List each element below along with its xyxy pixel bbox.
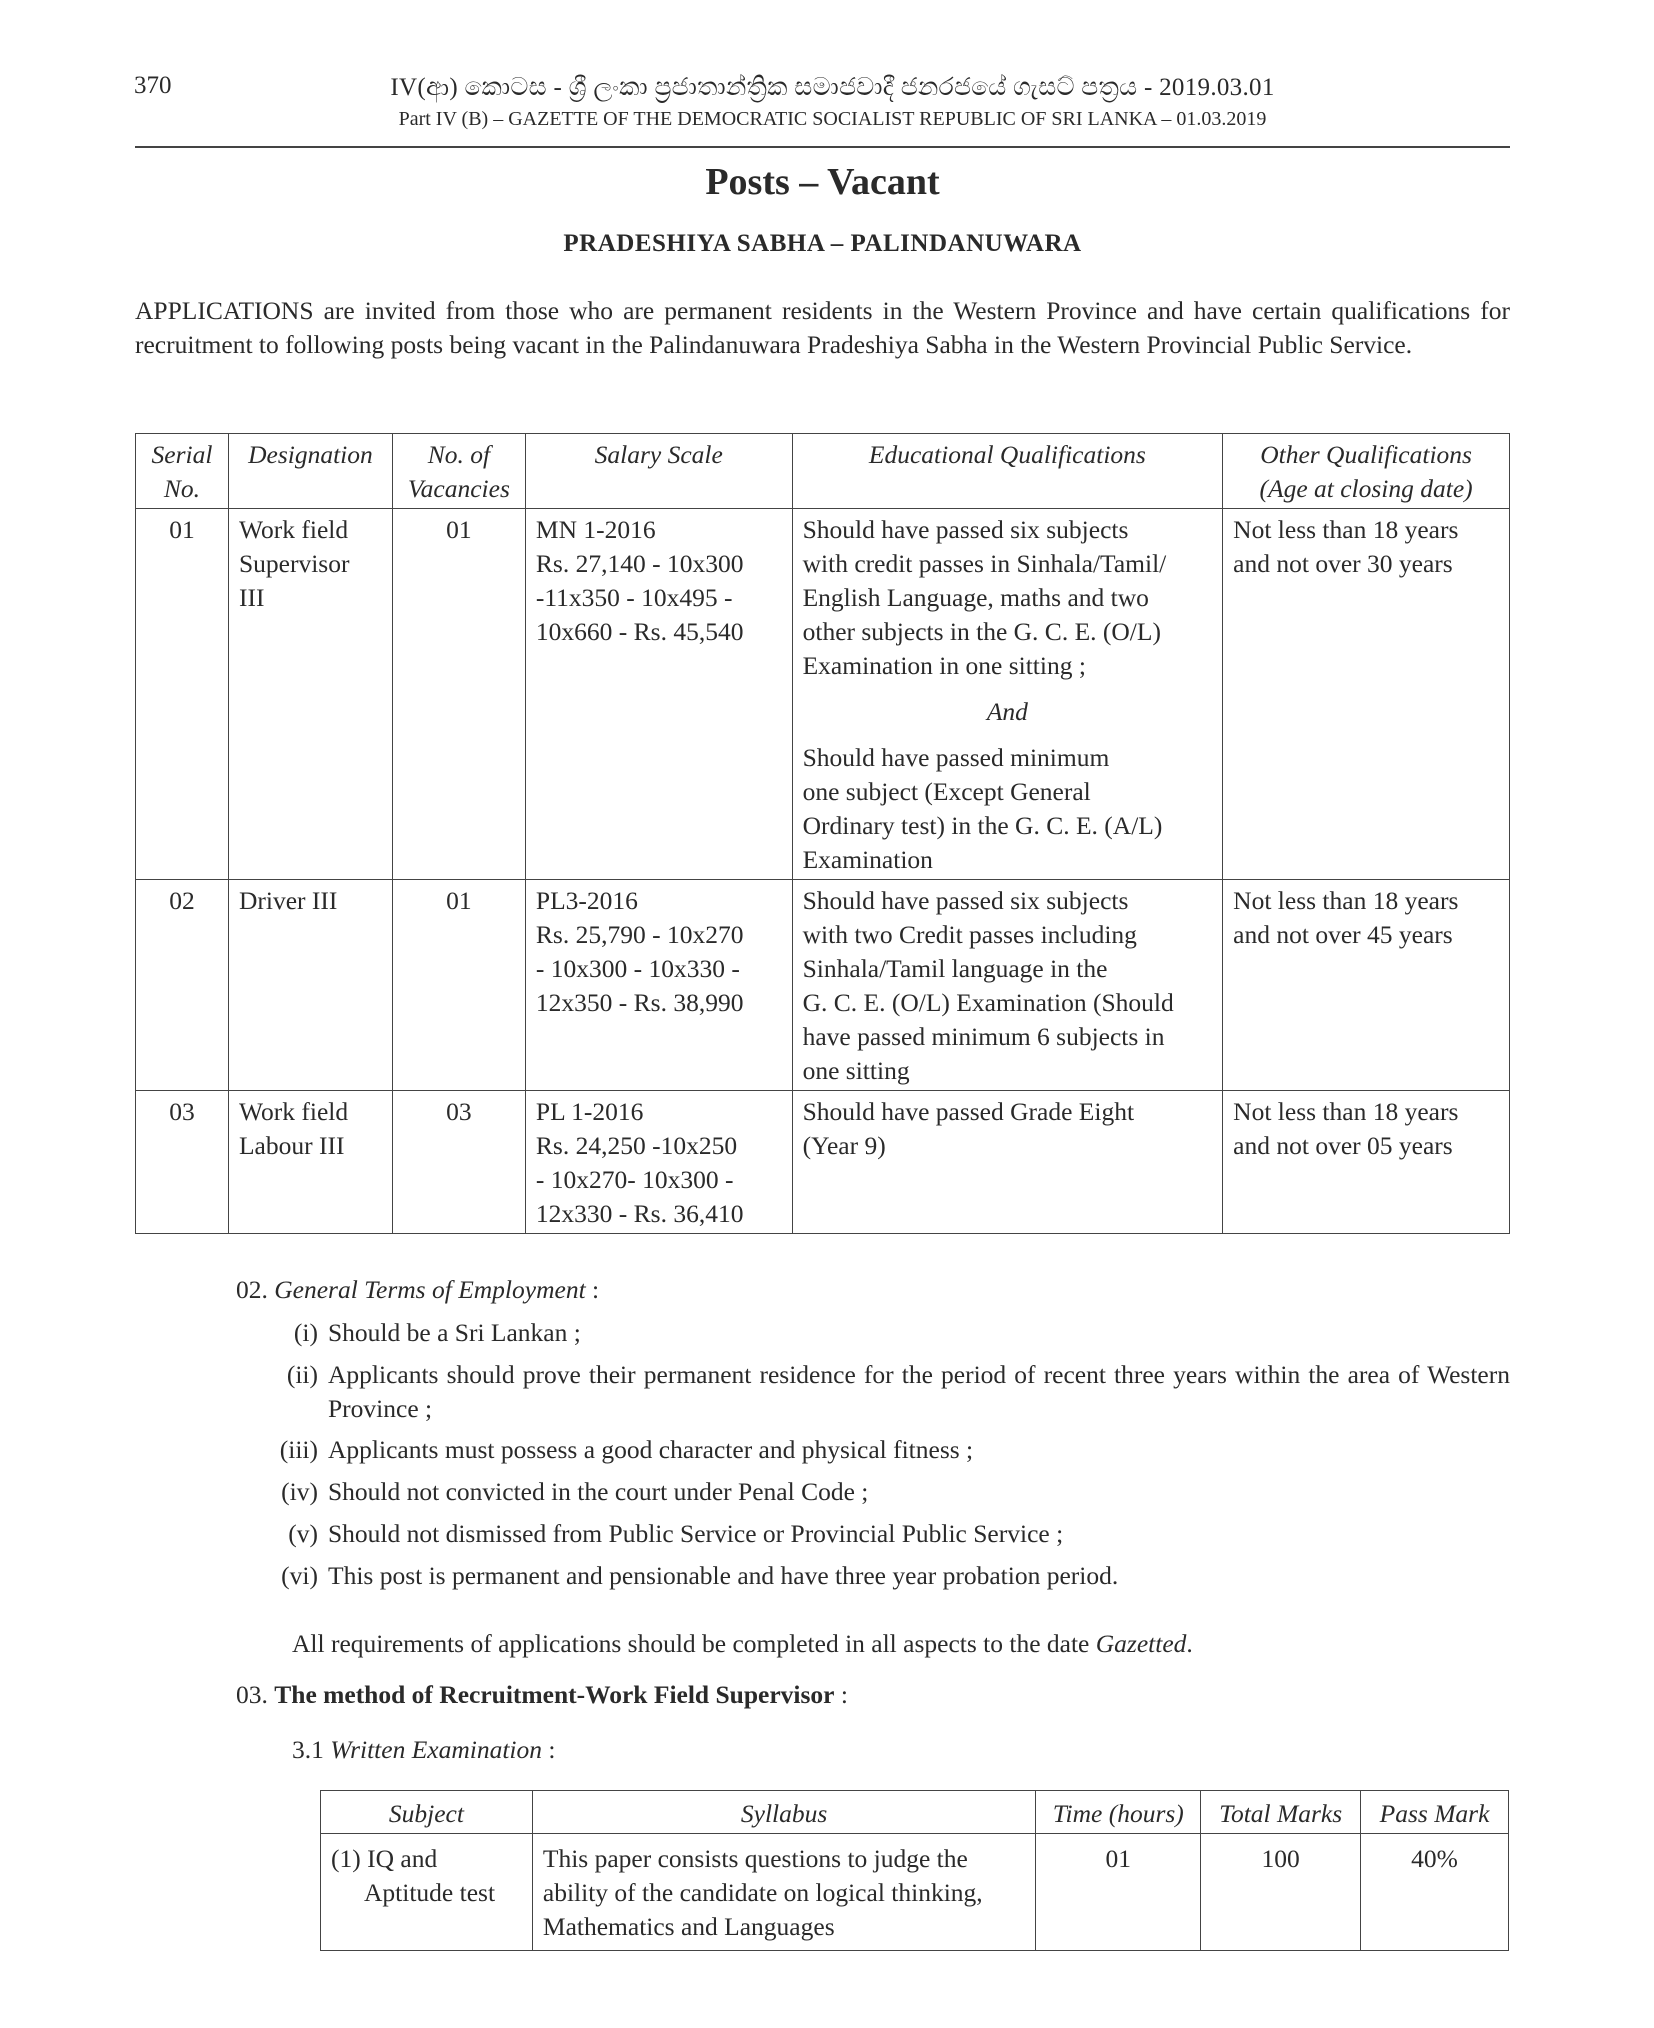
vacancies-cell: 03 bbox=[392, 1091, 525, 1234]
list-item-number: (v) bbox=[288, 1519, 318, 1548]
education-cell: Should have passed Grade Eight (Year 9) bbox=[792, 1091, 1223, 1234]
list-item-text: This post is permanent and pensionable and have three year probation period. bbox=[328, 1561, 1119, 1590]
header-vacancies: No. of Vacancies bbox=[392, 434, 525, 509]
list-item-text: Applicants should prove their permanent residence for the period of recent three years within the area of Western Province ; bbox=[328, 1360, 1510, 1423]
header-time: Time (hours) bbox=[1036, 1791, 1201, 1834]
list-item-text: Should be a Sri Lankan ; bbox=[328, 1318, 581, 1347]
education-cell: Should have passed six subjects with two Credit passes including Sinhala/Tamil language in the G. C. E. (O/L) Examination (Should have passed minimum 6 subjects in one sitting bbox=[792, 880, 1223, 1091]
list-item bbox=[236, 1517, 1510, 1551]
designation-cell: Work field Labour III bbox=[228, 1091, 392, 1234]
exam-table bbox=[320, 1790, 1509, 1951]
other-qualifications-cell: Not less than 18 years and not over 30 years bbox=[1223, 509, 1510, 880]
list-item bbox=[236, 1475, 1510, 1509]
list-item-number: (iii) bbox=[279, 1435, 318, 1464]
header-serial: Serial No. bbox=[136, 434, 229, 509]
education-cell: Should have passed six subjects with credit passes in Sinhala/Tamil/ English Language, maths and two other subjects in the G. C. E. (O/L) Examination in one sitting ; And Should have passed minimum one subject (Except General Ordinary test) in the G. C. E. (A/L) Examination bbox=[792, 509, 1223, 880]
other-qualifications-cell: Not less than 18 years and not over 45 years bbox=[1223, 880, 1510, 1091]
salary-cell: PL3-2016 Rs. 25,790 - 10x270 - 10x300 - 10x330 - 12x350 - Rs. 38,990 bbox=[525, 880, 792, 1091]
list-item bbox=[236, 1559, 1510, 1593]
time-cell: 01 bbox=[1036, 1834, 1201, 1951]
intro-paragraph: APPLICATIONS are invited from those who are permanent residents in the Western Province and have certain qualifications for recruitment to following posts being vacant in the Palindanuwara Pradeshiya Sabha in the Western Provincial Public Service. bbox=[135, 296, 1510, 359]
list-item-number: (vi) bbox=[281, 1561, 318, 1590]
salary-cell: MN 1-2016 Rs. 27,140 - 10x300 -11x350 - 10x495 - 10x660 - Rs. 45,540 bbox=[525, 509, 792, 880]
subject-cell: (1) IQ and Aptitude test bbox=[321, 1834, 533, 1951]
list-item bbox=[236, 1433, 1510, 1467]
section-title: Posts – Vacant bbox=[705, 161, 940, 203]
list-item bbox=[236, 1316, 1510, 1350]
table-row bbox=[321, 1834, 1509, 1951]
designation-cell: Work field Supervisor III bbox=[228, 509, 392, 880]
general-terms-heading: 02. General Terms of Employment : bbox=[236, 1275, 600, 1304]
header-designation: Designation bbox=[228, 434, 392, 509]
header-subject: Subject bbox=[321, 1791, 533, 1834]
header-other-qualifications: Other Qualifications (Age at closing date) bbox=[1223, 434, 1510, 509]
list-item-text: Applicants must possess a good character and physical fitness ; bbox=[328, 1435, 974, 1464]
header-total-marks: Total Marks bbox=[1201, 1791, 1361, 1834]
header-divider bbox=[135, 146, 1510, 148]
list-item bbox=[236, 1358, 1510, 1426]
salary-cell: PL 1-2016 Rs. 24,250 -10x250 - 10x270- 10x300 - 12x330 - Rs. 36,410 bbox=[525, 1091, 792, 1234]
vacancies-cell: 01 bbox=[392, 880, 525, 1091]
page-number: 370 bbox=[134, 72, 172, 99]
total-marks-cell: 100 bbox=[1201, 1834, 1361, 1951]
recruitment-method-heading: 03. The method of Recruitment-Work Field Supervisor : bbox=[236, 1680, 848, 1709]
pass-mark-cell: 40% bbox=[1361, 1834, 1509, 1951]
table-row bbox=[136, 509, 1510, 880]
posts-table-header bbox=[136, 434, 1510, 509]
posts-table bbox=[135, 433, 1510, 1234]
and-separator: And bbox=[986, 697, 1028, 726]
gazette-header-sinhala: IV(ආ) කොටස - ශ්‍රී ලංකා ප්‍රජාතාන්ත්‍රික සමාජවාදී ජනරජයේ ගැසට් පත්‍රය - 2019.03.01 bbox=[390, 74, 1275, 101]
header-syllabus: Syllabus bbox=[532, 1791, 1035, 1834]
header-educational-qualifications: Educational Qualifications bbox=[792, 434, 1223, 509]
list-item-number: (ii) bbox=[286, 1360, 318, 1389]
table-row bbox=[136, 1091, 1510, 1234]
other-qualifications-cell: Not less than 18 years and not over 05 years bbox=[1223, 1091, 1510, 1234]
list-item-number: (i) bbox=[293, 1318, 318, 1347]
list-item-number: (iv) bbox=[281, 1477, 318, 1506]
serial-cell: 01 bbox=[136, 509, 229, 880]
header-pass-mark: Pass Mark bbox=[1361, 1791, 1509, 1834]
written-exam-heading: 3.1 Written Examination : bbox=[292, 1735, 556, 1764]
list-item-text: Should not dismissed from Public Service or Provincial Public Service ; bbox=[328, 1519, 1064, 1548]
gazette-header-english: Part IV (B) – GAZETTE OF THE DEMOCRATIC SOCIALIST REPUBLIC OF SRI LANKA – 01.03.2019 bbox=[398, 108, 1267, 130]
syllabus-cell: This paper consists questions to judge the ability of the candidate on logical thinking, Mathematics and Languages bbox=[532, 1834, 1035, 1951]
designation-cell: Driver III bbox=[228, 880, 392, 1091]
serial-cell: 03 bbox=[136, 1091, 229, 1234]
requirements-note: All requirements of applications should be completed in all aspects to the date Gazetted. bbox=[292, 1629, 1193, 1658]
serial-cell: 02 bbox=[136, 880, 229, 1091]
exam-table-header bbox=[321, 1791, 1509, 1834]
header-salary-scale: Salary Scale bbox=[525, 434, 792, 509]
vacancies-cell: 01 bbox=[392, 509, 525, 880]
table-row bbox=[136, 880, 1510, 1091]
organization-title: PRADESHIYA SABHA – PALINDANUWARA bbox=[563, 230, 1082, 257]
list-item-text: Should not convicted in the court under Penal Code ; bbox=[328, 1477, 869, 1506]
